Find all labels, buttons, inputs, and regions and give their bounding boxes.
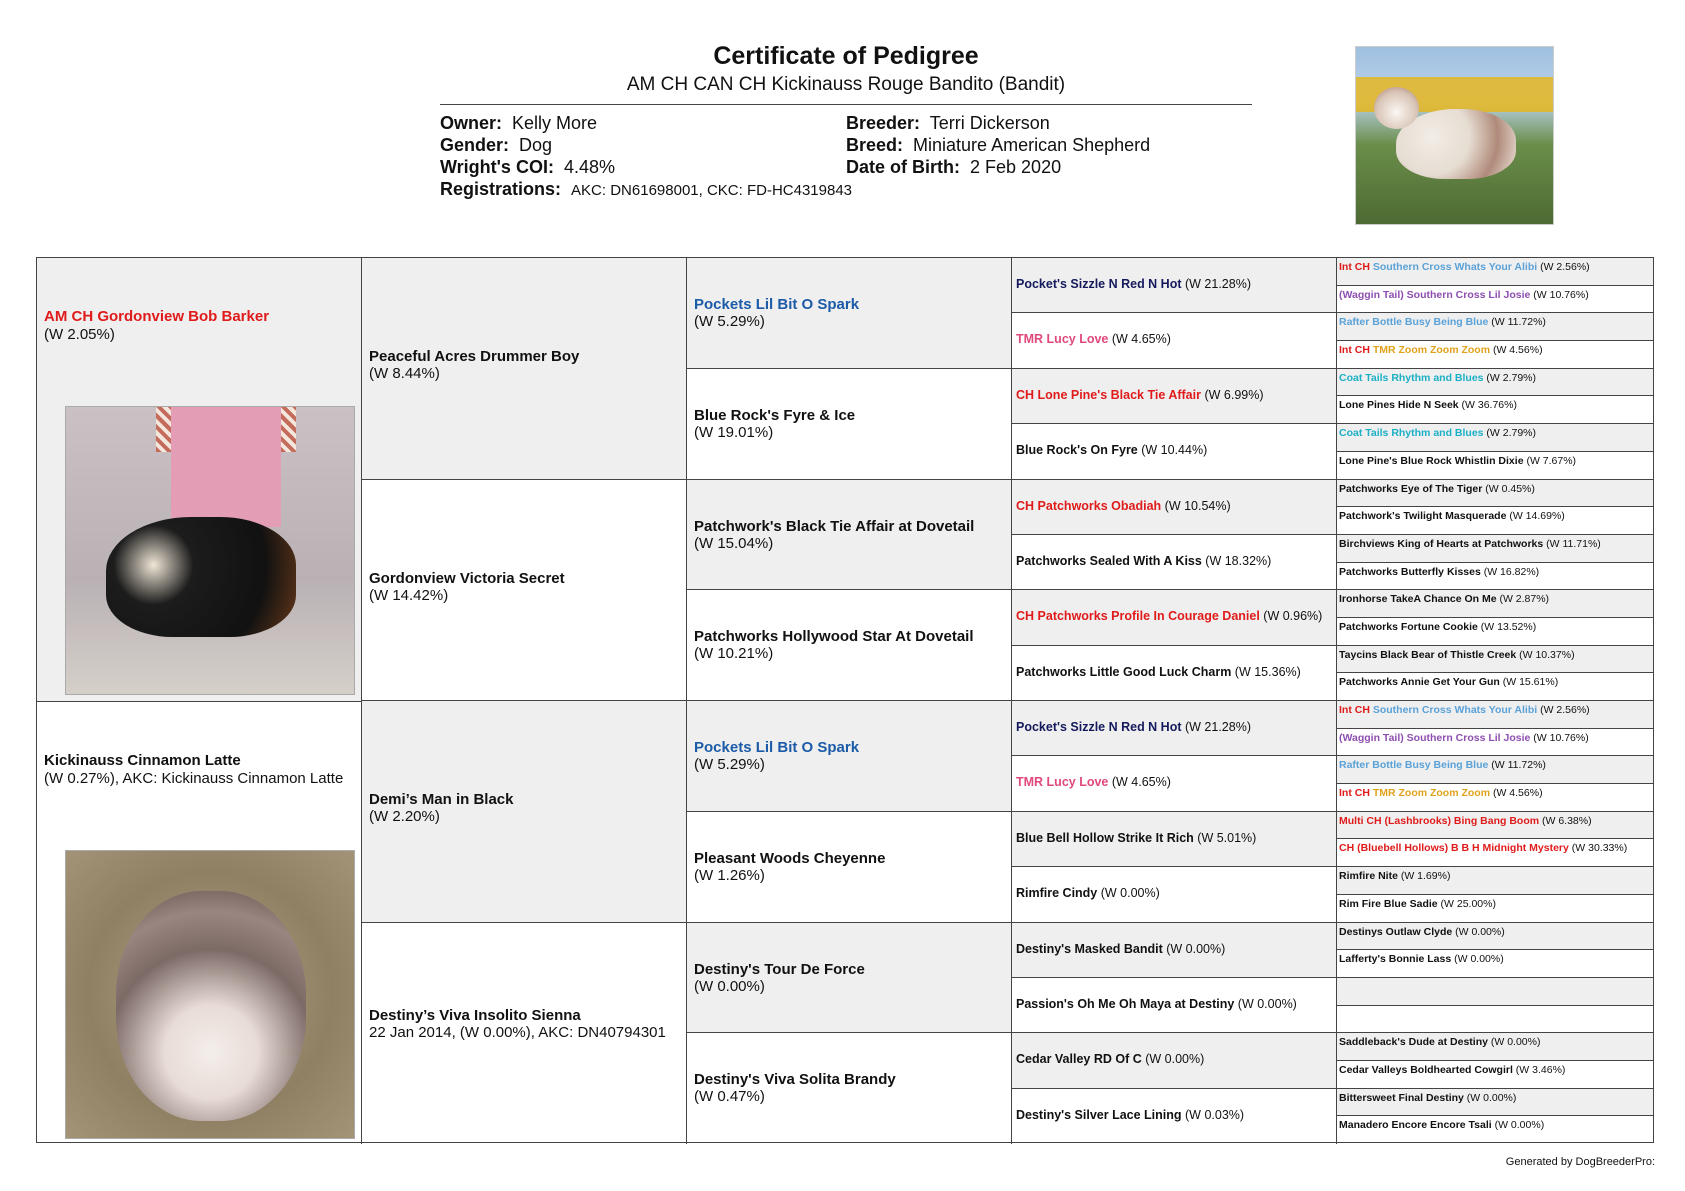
gen4-title: CH [1016,609,1038,624]
gen4-name: Destiny's Silver Lace Lining [1016,1107,1182,1122]
sire-photo [65,406,355,695]
gen5-cell [1337,756,1653,784]
gen3-name: Pleasant Woods Cheyenne [694,849,886,867]
gen5-cell [1337,480,1653,508]
dam-name: Kickinauss Cinnamon Latte [44,752,241,769]
gen4-coi: (W 0.03%) [1181,1107,1245,1122]
sire-dog-figure [106,517,296,637]
gen3-details: (W 1.26%) [694,866,765,884]
gen5-title: Int CH [1339,787,1373,800]
gen4-name: TMR Lucy Love [1016,775,1109,790]
gen5-cell [1337,590,1653,618]
gen4-name: TMR Lucy Love [1016,332,1109,347]
gen4-coi: (W 0.00%) [1141,1052,1205,1067]
gen5-cell [1337,646,1653,674]
gen2-name: Peaceful Acres Drummer Boy [369,348,580,365]
gen5-coi: (W 10.76%) [1530,731,1589,744]
gen5-name: Manadero Encore Encore Tsali [1339,1119,1492,1132]
gen2-details: 22 Jan 2014, (W 0.00%), AKC: DN40794301 [369,1023,666,1041]
gen5-cell [1337,313,1653,341]
gen5-coi: (W 11.72%) [1488,759,1546,772]
gen5-title: Int CH [1339,261,1373,273]
gen5-coi: (W 0.00%) [1487,1036,1541,1049]
gen5-name: Ironhorse TakeA Chance On Me [1339,593,1497,606]
gen4-name: Passion's Oh Me Oh Maya at Destiny [1016,996,1235,1011]
dam-cell [37,702,362,1144]
gen5-cell [1337,978,1653,1006]
gen3-cell [687,480,1012,591]
gen3-cell [687,812,1012,923]
gen5-name: Lone Pines Hide N Seek [1339,399,1459,412]
dog-full-name: AM CH CAN CH Kickinauss Rouge Bandito (Bandit) [626,74,1066,95]
gen5-cell [1337,812,1653,840]
gen2-details: (W 8.44%) [369,365,440,382]
gen3-cell [687,701,1012,812]
gen5-coi: (W 4.56%) [1490,344,1543,357]
sire-coi: (W 2.05%) [44,326,115,343]
gen4-coi: (W 4.65%) [1108,332,1171,347]
gen5-name: TMR Zoom Zoom Zoom [1372,344,1491,357]
registrations-value: AKC: DN61698001, CKC: FD-HC4319843 [571,182,853,199]
dam-dog-figure [116,891,306,1121]
gen5-name: TMR Zoom Zoom Zoom [1372,787,1491,800]
gen5-cell [1337,618,1653,646]
gen4-cell [1012,480,1337,535]
breed-value: Miniature American Shepherd [913,135,1151,155]
gen4-cell [1012,313,1337,368]
gen5-title: Multi CH [1339,814,1385,827]
gen4-cell [1012,701,1337,756]
gen5-name: Lafferty's Bonnie Lass [1339,953,1452,966]
gen3-name: Patchwork's Black Tie Affair at Dovetail [694,517,975,535]
gen5-cell [1337,286,1653,314]
gen4-coi: (W 0.00%) [1162,941,1226,956]
gen4-title: CH [1016,498,1038,513]
gen3-name: Pockets Lil Bit O Spark [694,739,860,756]
gen2-details: (W 2.20%) [369,808,440,825]
gen4-cell [1012,646,1337,701]
gen3-cell [687,369,1012,480]
gen5-cell [1337,895,1653,923]
gen5-cell [1337,258,1653,286]
gen5-cell [1337,507,1653,535]
gen5-name: (Waggin Tail) Southern Cross Lil Josie [1339,731,1531,744]
gen5-coi: (W 2.87%) [1496,593,1550,606]
gen3-cell [687,1033,1012,1144]
gen5-name: Patchworks Butterfly Kisses [1339,565,1481,578]
gen5-cell [1337,1033,1653,1061]
gen4-name: Patchworks Sealed With A Kiss [1016,553,1202,568]
gen5-coi: (W 0.45%) [1482,482,1535,495]
gen4-coi: (W 18.32%) [1201,553,1272,568]
owner-info [440,112,853,202]
gen5-coi: (W 0.00%) [1491,1119,1545,1132]
gen4-name: Lone Pine's Black Tie Affair [1037,387,1201,402]
gen4-coi: (W 0.00%) [1234,996,1297,1011]
gen4-coi: (W 10.44%) [1137,443,1208,458]
gen5-name: Rafter Bottle Busy Being Blue [1339,759,1489,772]
gen4-name: Cedar Valley RD Of C [1016,1052,1142,1067]
gen5-name: Birchviews King of Hearts at Patchworks [1339,537,1544,550]
gen2-name: Demi’s Man in Black [369,791,514,808]
gen5-coi: (W 1.69%) [1397,870,1451,883]
gen4-coi: (W 15.36%) [1231,664,1301,679]
gen4-coi: (W 10.54%) [1161,498,1231,513]
gen3-cell [687,590,1012,701]
gen5-coi: (W 11.72%) [1488,316,1546,329]
gen5-cell [1337,950,1653,978]
gen4-cell [1012,424,1337,479]
gen5-coi: (W 7.67%) [1523,454,1577,467]
gen5-coi: (W 2.56%) [1537,704,1590,716]
registrations-label: Registrations: [440,179,562,199]
gen5-cell [1337,396,1653,424]
gen5-coi: (W 16.82%) [1480,565,1540,578]
gen5-name: Rimfire Nite [1339,870,1398,883]
gen4-cell [1012,535,1337,590]
gen5-cell [1337,839,1653,867]
gen4-cell [1012,1033,1337,1088]
gen4-name: Destiny's Masked Bandit [1016,941,1163,956]
gen5-name: Coat Tails Rhythm and Blues [1339,371,1484,384]
dob-value: 2 Feb 2020 [970,157,1062,177]
gen3-details: (W 10.21%) [694,645,774,663]
gen3-cell [687,923,1012,1034]
gen3-cell [687,258,1012,369]
gen5-title: Int CH [1339,344,1373,357]
gen4-name: Patchworks Obadiah [1037,498,1162,513]
gen5-name: Southern Cross Whats Your Alibi [1372,261,1538,273]
gen5-name: Patchworks Eye of The Tiger [1339,482,1483,495]
gen4-cell [1012,258,1337,313]
owner-label: Owner: [440,113,503,133]
gen4-name: Patchworks Profile In Courage Daniel [1037,609,1260,624]
gen5-name: Bittersweet Final Destiny [1339,1091,1464,1104]
gen5-name: Southern Cross Whats Your Alibi [1372,704,1538,716]
gen5-coi: (W 0.00%) [1463,1091,1517,1104]
gender-label: Gender: [440,135,510,155]
sire-name: Gordonview Bob Barker [97,308,270,325]
gen5-name: Patchworks Fortune Cookie [1339,620,1478,633]
gen5-coi: (W 36.76%) [1458,399,1517,412]
coi-value: 4.48% [563,157,616,177]
gen5-cell [1337,1006,1653,1034]
breeder-info [846,112,1150,178]
gen5-cell [1337,701,1653,729]
gen5-coi: (W 2.79%) [1483,427,1537,440]
gen4-coi: (W 21.28%) [1181,720,1251,734]
gen3-details: (W 0.00%) [694,977,765,995]
gen5-cell [1337,341,1653,369]
gen3-details: (W 5.29%) [694,313,765,330]
dam-details: (W 0.27%), AKC: Kickinauss Cinnamon Latte [44,770,344,787]
gen5-cell [1337,424,1653,452]
gen5-cell [1337,535,1653,563]
gen5-name: Patchworks Annie Get Your Gun [1339,676,1500,689]
gender-value: Dog [519,135,553,155]
certificate-title: Certificate of Pedigree [713,42,979,70]
gen3-name: Destiny's Viva Solita Brandy [694,1071,896,1089]
gen5-name: Lone Pine's Blue Rock Whistlin Dixie [1339,454,1524,467]
dam-photo [65,850,355,1139]
gen4-cell [1012,978,1337,1033]
gen4-cell [1012,923,1337,978]
gen2-cell [362,923,687,1145]
gen2-cell [362,258,687,480]
gen5-coi: (W 15.61%) [1499,676,1559,689]
gen5-name: Taycins Black Bear of Thistle Creek [1339,648,1517,661]
gen5-name: Saddleback's Dude at Destiny [1339,1036,1488,1049]
gen5-title: Int CH [1339,704,1373,716]
gen5-coi: (W 11.71%) [1543,537,1601,550]
gen5-cell [1337,867,1653,895]
gen4-coi: (W 21.28%) [1181,277,1251,291]
coi-label: Wright's COI: [440,157,554,177]
gen5-coi: (W 0.00%) [1452,925,1505,938]
gen3-details: (W 0.47%) [694,1088,765,1106]
gen2-cell [362,701,687,923]
dog-photo [1355,46,1554,225]
generated-by-footer: Generated by DogBreederPro: [1505,1156,1655,1168]
gen3-details: (W 5.29%) [694,756,765,773]
breed-label: Breed: [846,135,904,155]
gen4-name: Blue Rock's On Fyre [1016,443,1138,458]
gen4-cell [1012,812,1337,867]
pedigree-grid [36,257,1654,1143]
gen4-cell [1012,867,1337,922]
gen4-title: CH [1016,387,1038,402]
gen4-coi: (W 0.96%) [1259,609,1323,624]
gen2-name: Gordonview Victoria Secret [369,569,565,587]
gen4-coi: (W 4.65%) [1108,775,1171,790]
gen5-coi: (W 4.56%) [1490,787,1543,800]
gen2-cell [362,480,687,702]
gen4-name: Patchworks Little Good Luck Charm [1016,664,1232,679]
gen3-name: Pockets Lil Bit O Spark [694,296,860,313]
gen4-name: Blue Bell Hollow Strike It Rich [1016,830,1194,845]
gen5-cell [1337,923,1653,951]
gen5-coi: (W 25.00%) [1437,897,1496,910]
gen5-coi: (W 14.69%) [1506,510,1565,523]
gen3-name: Destiny's Tour De Force [694,960,865,978]
gen5-coi: (W 30.33%) [1568,842,1628,855]
handler-skirt [171,407,281,527]
sire-cell [37,258,362,702]
gen5-name: Rafter Bottle Busy Being Blue [1339,316,1489,329]
gen5-cell [1337,729,1653,757]
gen4-coi: (W 0.00%) [1097,886,1160,901]
gen5-cell [1337,1116,1653,1144]
gen4-cell [1012,590,1337,645]
gen5-cell [1337,673,1653,701]
gen4-name: Pocket's Sizzle N Red N Hot [1016,277,1182,291]
gen3-name: Blue Rock's Fyre & Ice [694,406,856,424]
gen4-cell [1012,1089,1337,1144]
gen4-coi: (W 5.01%) [1193,830,1257,845]
gen5-name: Cedar Valleys Boldhearted Cowgirl [1339,1063,1513,1076]
header-divider [440,104,1252,105]
gen5-cell [1337,563,1653,591]
gen2-name: Destiny’s Viva Insolito Sienna [369,1006,581,1024]
gen4-cell [1012,756,1337,811]
gen5-coi: (W 2.56%) [1537,261,1590,273]
gen5-name: Coat Tails Rhythm and Blues [1339,427,1484,440]
gen5-coi: (W 10.37%) [1516,648,1575,661]
dob-label: Date of Birth: [846,157,960,177]
gen3-name: Patchworks Hollywood Star At Dovetail [694,628,974,646]
gen5-coi: (W 3.46%) [1512,1063,1566,1076]
gen5-cell [1337,452,1653,480]
gen2-details: (W 14.42%) [369,586,449,604]
gen5-cell [1337,369,1653,397]
gen5-cell [1337,1061,1653,1089]
gen4-coi: (W 6.99%) [1200,387,1264,402]
gen5-name: Destinys Outlaw Clyde [1339,925,1453,938]
sire-title: AM CH [44,308,98,325]
owner-value: Kelly More [512,113,598,133]
gen5-cell [1337,1089,1653,1117]
gen5-name: Rim Fire Blue Sadie [1339,897,1438,910]
gen3-details: (W 19.01%) [694,423,774,441]
dog-head [1374,87,1419,129]
gen5-name: (Lashbrooks) Bing Bang Boom [1384,814,1540,827]
breeder-label: Breeder: [846,113,921,133]
gen5-name: (Waggin Tail) Southern Cross Lil Josie [1339,288,1531,301]
gen5-name: Patchwork's Twilight Masquerade [1339,510,1507,523]
gen4-name: Rimfire Cindy [1016,886,1098,901]
gen5-coi: (W 6.38%) [1539,814,1592,827]
gen5-coi: (W 10.76%) [1530,288,1589,301]
gen5-coi: (W 0.00%) [1451,953,1504,966]
gen5-title: CH [1339,842,1358,855]
breeder-value: Terri Dickerson [929,113,1050,133]
gen5-coi: (W 2.79%) [1483,371,1537,384]
gen5-coi: (W 13.52%) [1477,620,1537,633]
gen4-cell [1012,369,1337,424]
gen5-cell [1337,784,1653,812]
gen5-name: (Bluebell Hollows) B B H Midnight Mystery [1357,842,1569,855]
gen4-name: Pocket's Sizzle N Red N Hot [1016,720,1182,734]
gen3-details: (W 15.04%) [694,534,774,552]
